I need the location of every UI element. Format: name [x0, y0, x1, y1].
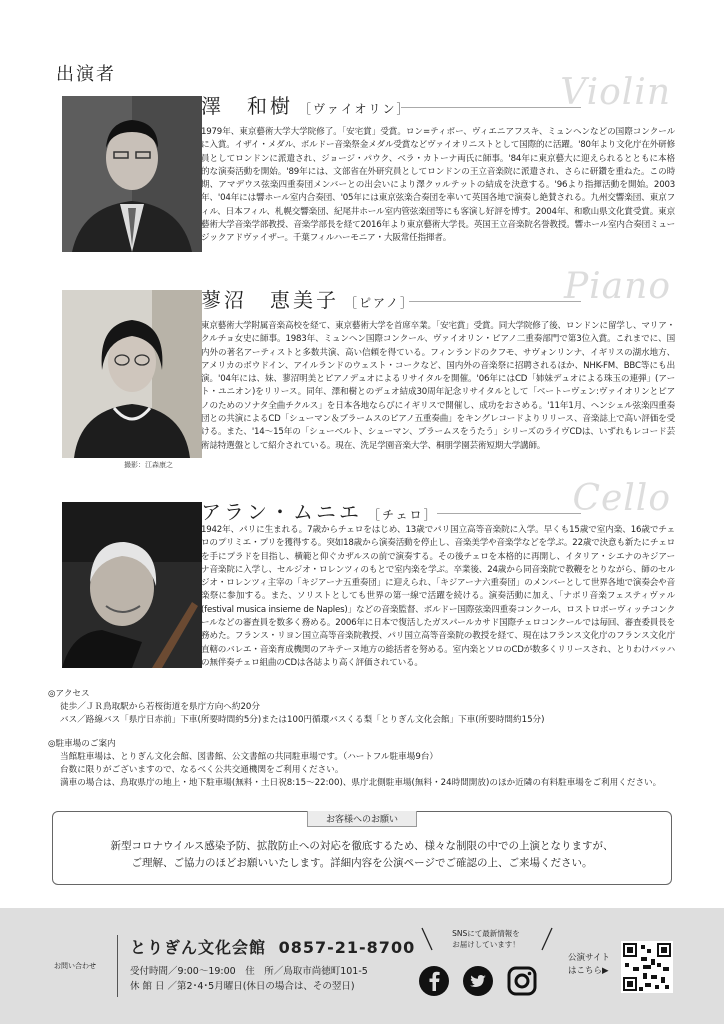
hall-info [130, 964, 368, 994]
instrument-script: Violin [560, 72, 671, 113]
hall-phone[interactable]: 0857-21-8700 [278, 938, 416, 957]
hall-info-row: 受付時間／9:00〜19:00 住 所／鳥取市尚徳町101-5 [130, 966, 368, 977]
parking-section [48, 738, 678, 790]
performer-bio: 東京藝術大学附属音楽高校を経て、東京藝術大学を首席卒業。「安宅賞」受賞。同大学院修了後、ロンドンに留学し、マリア・クルチョ女史に師事。1983年、ミュンヘン国際コンクール、ヴァイオリン・ピアノ二重奏部門で第3位入賞。これまでに、国内外の著名アーティストと多数共演、高い信頼を得ている。フィンランドのクフモ、サヴォンリンナ、イギリスの湖水地方、アメリカのボウドイン、アイルランドのウェスト・コークなど、国内外の音楽祭に招聘されるほか、NHK-FM、BBC等にも出演。'04年には、妹、蓼沼明美とピアノデュオによるリサイタルを開催。'06年にはCD「姉妹デュオによる珠玉の連弾」(アート・ユニオン)をリリース。同年、澤和樹とのデュオ結成30周年記念リサイタルとして「ベートーヴェン:ヴァイオリンとピアノのためのソナタ全曲チクルス」を日本各地ならびにイギリスで開催し、成功をおさめる。'11年1月、ヘンシェル弦楽四重奏団との共演によるCD「シューマン＆ブラームスのピアノ五重奏曲」をキングレコードよりリリース、音楽誌上で高い評価を受ける。また、'14〜15年の「シューベルト、シューマン、ブラームスをうたう」シリーズのライヴCDは、いずれもレコード芸術誌特選盤として紹介されている。現在、洗足学園音楽大学、桐朋学園芸術短期大学講師。 [201, 321, 675, 451]
performer-name: 蓼沼 恵美子 ［ピアノ］ [201, 288, 415, 312]
section-title: 出演者 [56, 64, 116, 85]
facebook-icon[interactable] [418, 965, 450, 997]
performer-bio: 1979年、東京藝術大学大学院修了。「安宅賞」受賞。ロン=ティボー、ヴィエニアフスキ、ミュンヘンなどの国際コンクールに入賞。イザイ・メダル、ボルドー音楽祭金メダル受賞などヴァイオリニストとして国際的に活躍。'80年より文化庁在外研修員としてロンドンに派遣され、ジョージ・パウク、ベラ・カトーナ両氏に師事。'84年に東京藝大に迎えられるとともに本格的な演奏活動を開始。'89年には、文部省在外研究員としてロンドンの王立音楽院に派遣され、さらに研鑽を重ねた。この時期、アマデウス弦楽四重奏団メンバーとの出会いにより澤クヮルテットの結成を決意する。'96より指揮活動を開始。2003年、'04年には響ホール室内合奏団、'05年には東京弦楽合奏団を率いて英国各地で演奏し絶賛される。九州交響楽団、東京フィル、日本フィル、札幌交響楽団、紀尾井ホール室内管弦楽団等にも客演し好評を博す。2004年、和歌山県文化賞受賞。東京藝術大学音楽学部教授、音楽学部長を経て2016年より東京藝術大学長。英国王立音楽院名誉教授。響ホール室内合奏団ミュージックアドヴァイザー。千葉フィルハーモニア・大阪常任指揮者。 [201, 127, 675, 244]
hall-name: とりぎん文化会館 [130, 938, 267, 957]
performer-tadenuma [56, 266, 676, 470]
site-text-line: 公演サイト [568, 953, 610, 963]
slash-decoration [420, 926, 434, 952]
parking-heading: ◎駐車場のご案内 [48, 739, 116, 749]
twitter-icon[interactable] [462, 965, 494, 997]
access-line: 徒歩／ＪＲ鳥取駅から若桜街道を県庁方向へ約20分 [60, 702, 260, 712]
footer-divider [117, 935, 118, 997]
sns-text [434, 928, 538, 950]
access-heading: ◎アクセス [48, 689, 90, 699]
contact-label: お問い合わせ [54, 962, 96, 970]
performer-name: 澤 和樹 ［ヴァイオリン］ [201, 94, 411, 118]
name-row [201, 72, 671, 124]
name-row [201, 266, 671, 318]
parking-line: 当館駐車場は、とりぎん文化会館、図書館、公文書館の共同駐車場です。（ハートフル駐車場9台） [60, 752, 439, 762]
divider [437, 513, 581, 514]
performer-meunier [56, 478, 676, 682]
performer-bio: 1942年、パリに生まれる。7歳からチェロをはじめ、13歳でパリ国立高等音楽院に入学。早くも15歳で室内楽、16歳でチェロのプリミエ・プリを獲得する。突如18歳から演奏活動を停止し、音楽美学や音楽学などを学ぶ。22歳で決意も新たにチェロを手にプラドを目指し、横範と仰ぐカザルスの前で演奏する。その後チェロを本格的に再開し、イタリア・シエナのキジアーナ音楽院に入学し、セルジオ・ロレンツィのもとで室内楽を学ぶ。卒業後、24歳から同音楽院で教鞭をとりながら、師のセルジオ・ロレンツィ主宰の「キジアーナ五重奏団」に迎えられ、「キジアーナ六重奏団」のメンバーとして世界各地で演奏会や音楽祭に参加する。また、ソリストとしても世界の第一線で活躍を続ける。演奏活動に加え、「ナポリ音楽フェスティヴァル(festival musica insieme de Naples)」などの音楽監督、ボルドー国際弦楽四重奏コンクール、ロストロポーヴィッチコンクールなどの審査員を数多く務める。2006年に日本で復活したガスパールカサド国際チェロコンクールでは毎回、審査委員長を務めた。フランス・リヨン国立高等音楽院教授、パリ国立高等音楽院の教授を経て、現在はフランス文化庁のフランス文化庁直轄のバレエ・音楽育成機関のアキテーヌ地方の総括者を努める。室内楽とソロのCDが数多くリリースされ、とりわけバッハの無伴奏チェロ組曲のCDは各誌より高く評価されている。 [201, 525, 675, 668]
portrait-image [62, 290, 202, 458]
hall-info-row: 休 館 日 ／第2･4･5月曜日(休日の場合は、その翌日) [130, 981, 355, 992]
performer-role: ［ピアノ］ [345, 296, 415, 310]
notice-title: お客様へのお願い [307, 811, 417, 827]
hall-contact [130, 935, 415, 958]
performer-role: ［チェロ］ [368, 508, 438, 522]
sns-text-line: お届けしています！ [452, 940, 520, 949]
portrait-image [62, 502, 202, 668]
access-line: バス／路線バス「県庁日赤前」下車(所要時間約5分)または100円循環バスくる梨「とりぎん文化会館」下車(所要時間約15分) [60, 715, 545, 725]
site-text [568, 952, 610, 978]
qr-code-image [621, 941, 673, 993]
performer-role: ［ヴァイオリン］ [299, 102, 411, 116]
parking-line: 台数に限りがございますので、なるべく公共交通機関をご利用ください。 [60, 765, 344, 775]
site-text-line: はこちら▶ [568, 966, 609, 976]
access-section [48, 688, 678, 727]
photo-credit: 撮影：江森康之 [124, 461, 173, 469]
sns-text-line: SNSにて最新情報を [452, 929, 520, 938]
divider [409, 301, 581, 302]
qr-code[interactable] [621, 941, 673, 993]
sns-icons [418, 965, 558, 1001]
slash-decoration [540, 926, 554, 952]
notice-line: 新型コロナウイルス感染予防、拡散防止への対応を徹底するため、様々な制限の中での上演となりますが、 [110, 840, 614, 852]
divider [401, 107, 581, 108]
instrument-script: Cello [572, 478, 671, 519]
photo-tadenuma [62, 290, 202, 458]
notice-line: ご理解、ご協力のほどお願いいたします。詳細内容を公演ページでご確認の上、ご来場ください。 [131, 857, 593, 869]
instrument-script: Piano [563, 266, 671, 307]
portrait-image [62, 96, 202, 252]
performer-name: アラン・ムニエ ［チェロ］ [201, 500, 438, 524]
footer [0, 908, 724, 1024]
notice-body [53, 838, 671, 872]
notice-box [52, 811, 672, 885]
photo-sawa [62, 96, 202, 252]
instagram-icon[interactable] [506, 965, 538, 997]
photo-meunier [62, 502, 202, 668]
parking-line: 満車の場合は、鳥取県庁の地上・地下駐車場(無料・土日祝8:15〜22:00)、県庁北側駐車場(無料・24時間開放)のほか近隣の有料駐車場をご利用ください。 [60, 778, 662, 788]
